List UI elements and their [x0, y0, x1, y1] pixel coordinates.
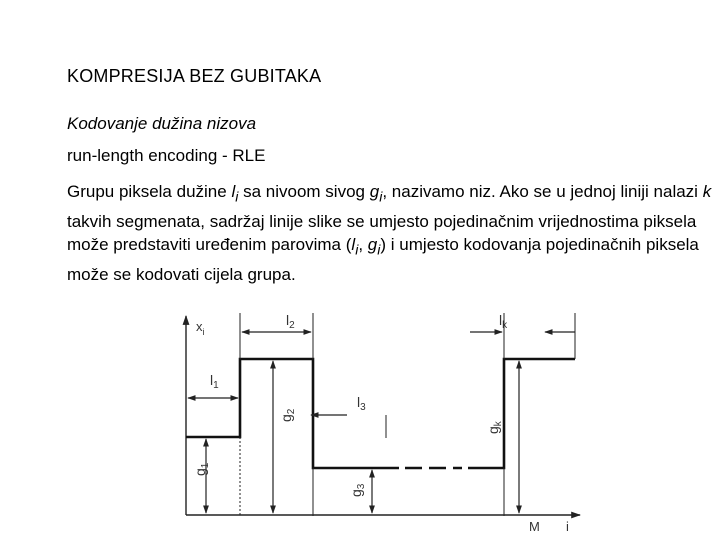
symbol-l: l	[351, 235, 356, 255]
label-g2: $g_2$	[278, 408, 297, 422]
paragraph-text: takvih segmenata, sadržaj linije slike se umjesto pojedinačnim vrijednostima piksela može predstaviti uređenim parovima (	[67, 211, 697, 255]
paragraph-text: sa nivoom sivog	[238, 182, 370, 201]
symbol-i-sub: i	[379, 189, 383, 206]
label-l2: $l_2$	[286, 312, 295, 331]
symbol-i-sub: i	[235, 189, 239, 206]
paragraph-text: ) i umjesto kodovanja pojedinačnih piksela može se kodovati cijela grupa.	[67, 235, 699, 285]
paragraph-text: Grupu piksela dužine	[67, 182, 232, 201]
symbol-i-sub: i	[355, 242, 359, 259]
paragraph-text: ,	[358, 235, 368, 255]
signal-step-line-end	[468, 359, 575, 468]
symbol-i-sub: i	[377, 242, 381, 259]
y-axis-label: $x_i$	[196, 319, 205, 337]
symbol-k: k	[702, 182, 712, 201]
slide-subtitle-english: run-length encoding - RLE	[67, 146, 266, 165]
label-l1: $l_1$	[210, 372, 219, 391]
x-axis-label-M: M	[529, 519, 540, 534]
symbol-l: l	[231, 182, 236, 201]
label-g1: $g_1$	[192, 462, 211, 476]
slide-title: KOMPRESIJA BEZ GUBITAKA	[67, 66, 322, 86]
paragraph-text: , nazivamo niz. Ako se u jednoj liniji nalazi	[382, 182, 703, 201]
x-axis-label-i: i	[566, 519, 569, 534]
label-g3: $g_3$	[348, 483, 367, 497]
slide-subtitle: Kodovanje dužina nizova	[67, 114, 257, 133]
label-gk: $g_k$	[485, 421, 504, 434]
label-lk: $l_k$	[499, 312, 508, 331]
label-l3: $l_3$	[357, 394, 366, 413]
symbol-g: g	[367, 235, 378, 255]
symbol-g: g	[369, 182, 380, 201]
